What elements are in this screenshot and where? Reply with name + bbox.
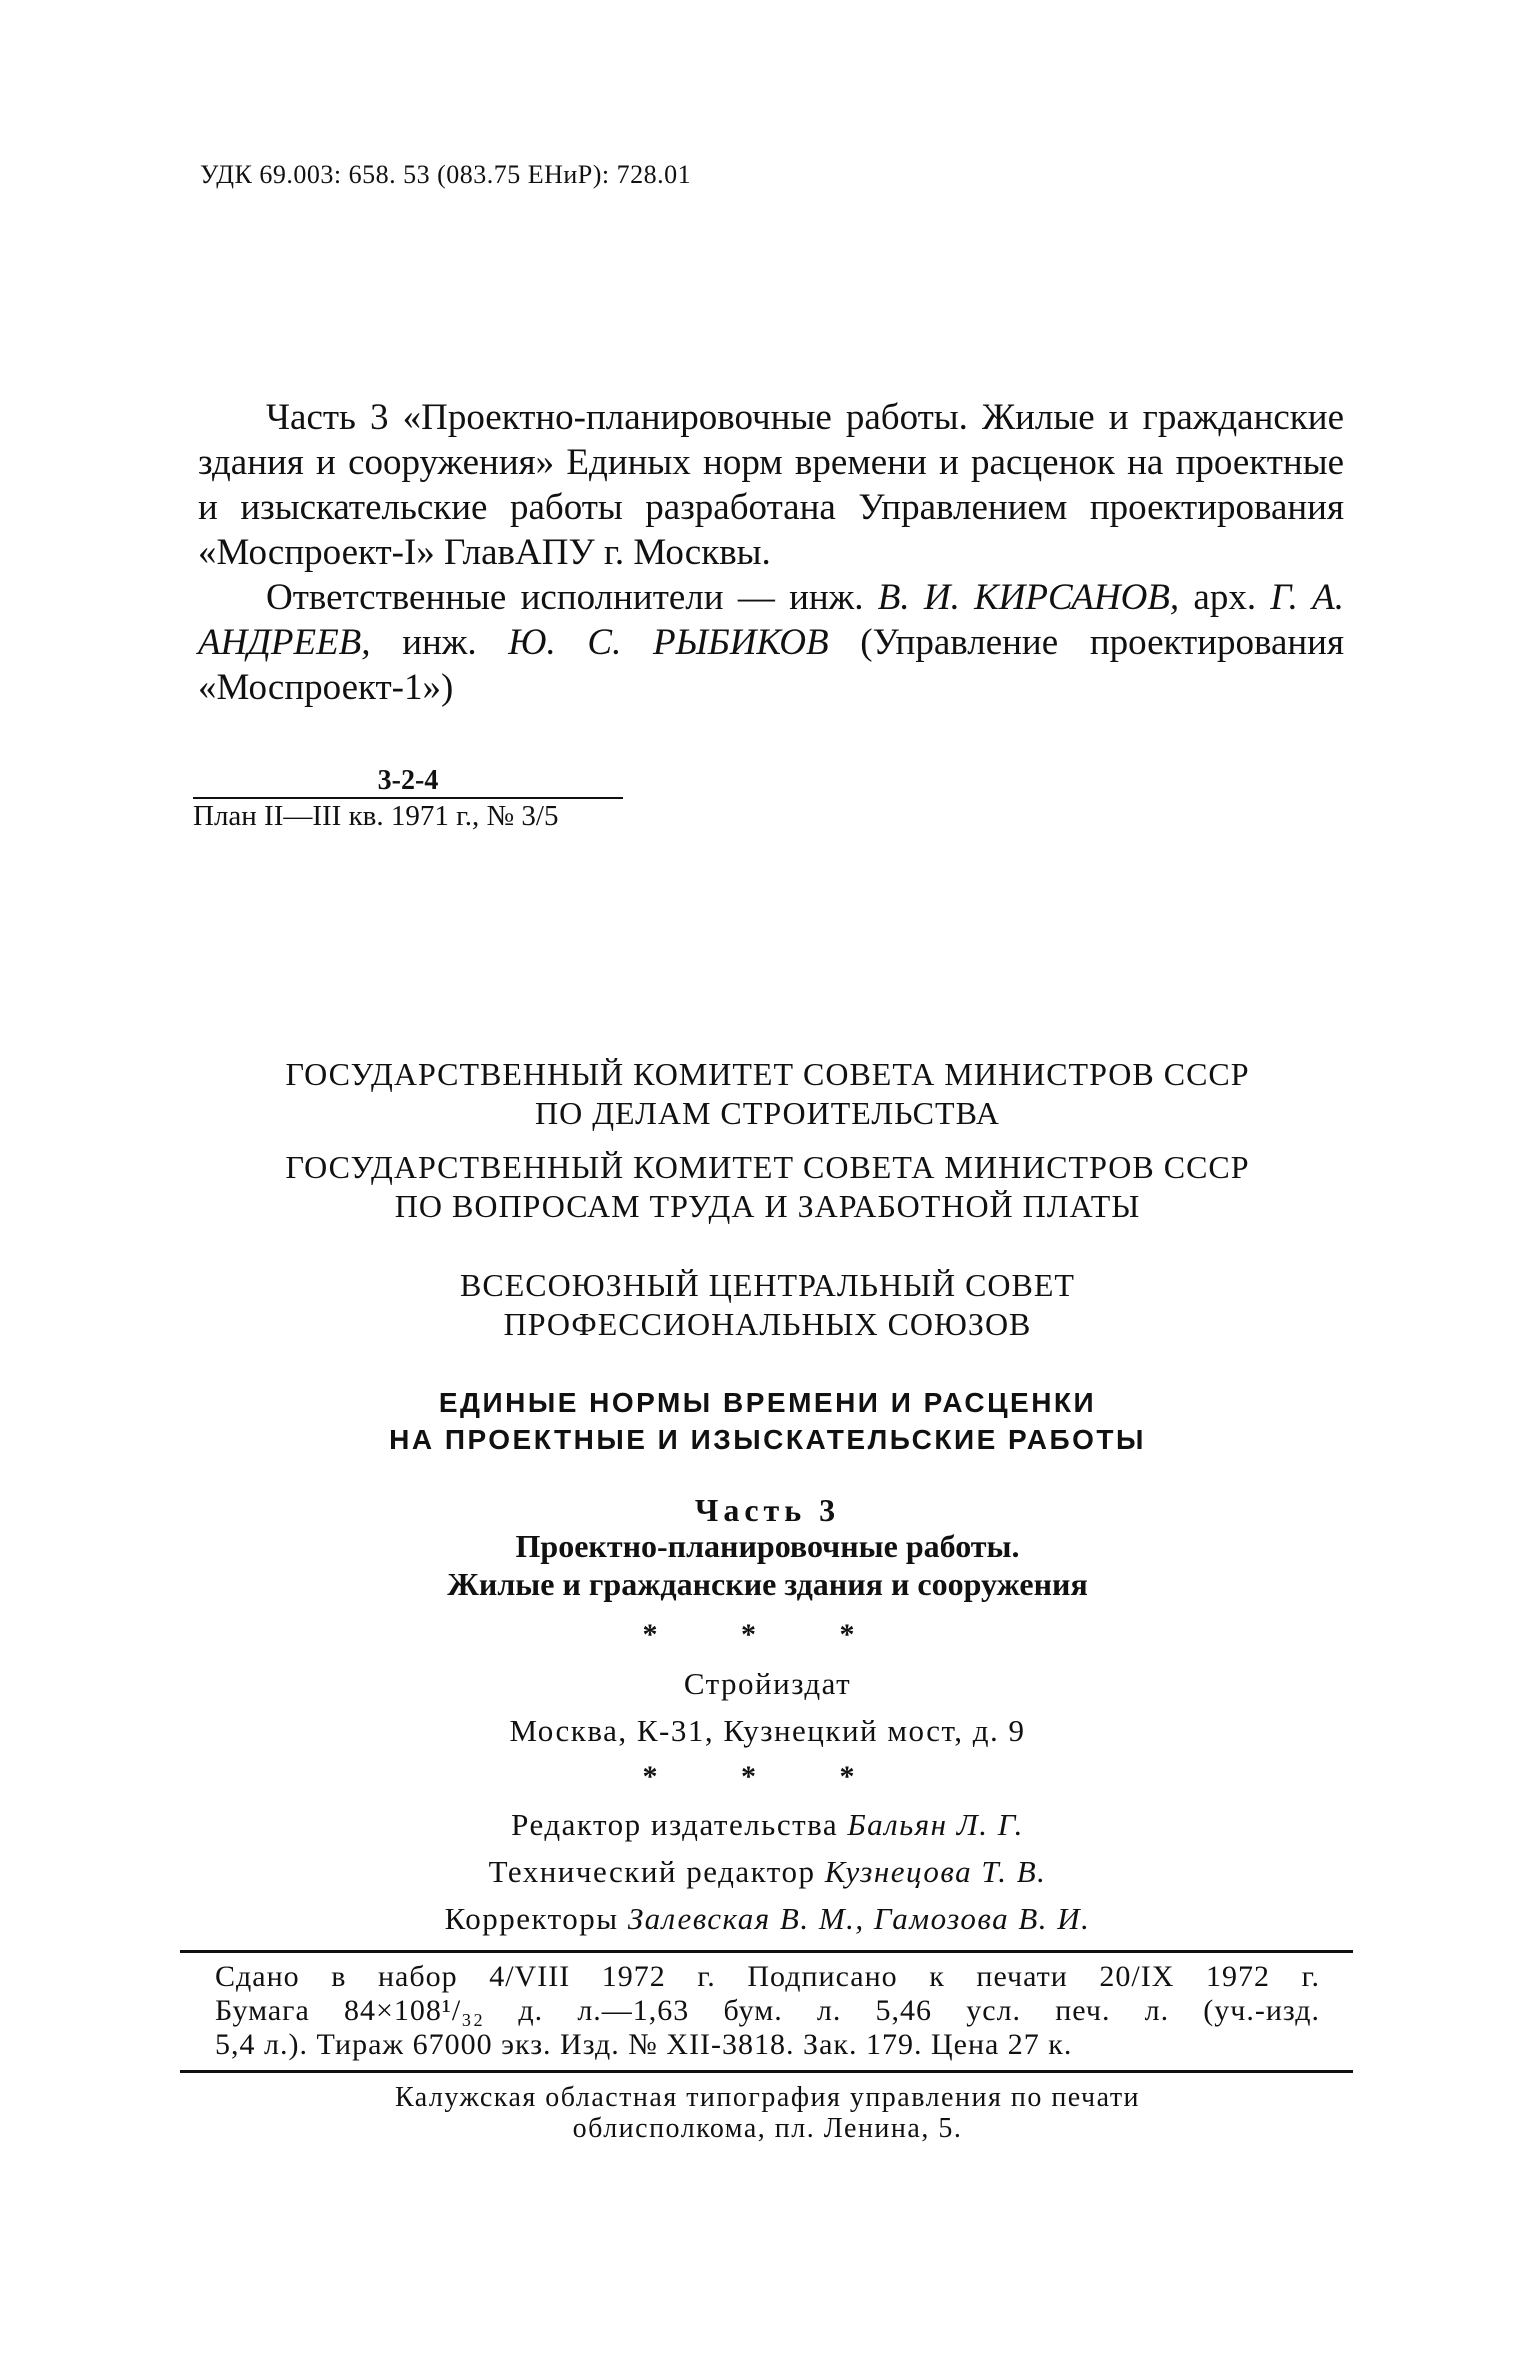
- credit-role: Корректоры: [444, 1901, 628, 1936]
- responsible-name-2: Г. А. АНДРЕЕВ,: [198, 577, 1345, 663]
- part-subtitle-line: Проектно-планировочные работы.: [515, 1528, 1020, 1564]
- imprint-line: 5,4 л.). Тираж 67000 экз. Изд. № XII-3818. Зак. 179. Цена 27 к.: [215, 2028, 1073, 2061]
- intro-text: [198, 395, 1344, 710]
- credit-name: Бальян Л. Г.: [847, 1807, 1024, 1842]
- imprint-block: [215, 1960, 1320, 2062]
- org-line: ВСЕСОЮЗНЫЙ ЦЕНТРАЛЬНЫЙ СОВЕТ: [460, 1267, 1075, 1303]
- plan-code: 3-2-4: [377, 765, 439, 796]
- imprint-line: Бумага 84×108¹/₃₂ д. л.—1,63 бум. л. 5,46 усл. печ. л. (уч.-изд.: [215, 1994, 1320, 2027]
- org-line: ГОСУДАРСТВЕННЫЙ КОМИТЕТ СОВЕТА МИНИСТРОВ СССР: [285, 1149, 1250, 1185]
- responsible-mid-1: арх.: [1179, 577, 1271, 618]
- plan-divider: [193, 797, 623, 799]
- document-title: [190, 1384, 1345, 1458]
- org-committee-labor: [190, 1148, 1345, 1226]
- intro-paragraph: Часть 3 «Проектно-планировочные работы. Жилые и гражданские здания и сооружения» Единых норм времени и расценок на проектные и изыскательские работы разработана Управлением проектирования «Моспроект-I» ГлавАПУ г. Москвы.: [198, 397, 1344, 573]
- plan-text: План II—III кв. 1971 г., № 3/5: [193, 800, 559, 832]
- responsible-mid-2: инж.: [370, 622, 509, 663]
- responsible-tail: (Управление проектирования «Моспроект-1»): [198, 622, 1344, 708]
- title-line: НА ПРОЕКТНЫЕ И ИЗЫСКАТЕЛЬСКИЕ РАБОТЫ: [389, 1424, 1146, 1455]
- responsible-name-3: Ю. С. РЫБИКОВ: [508, 622, 829, 663]
- printer-info: [190, 2082, 1345, 2144]
- credit-role: Редактор издательства: [511, 1807, 848, 1842]
- credit-editor: [190, 1807, 1345, 1843]
- publisher-address: Москва, К-31, Кузнецкий мост, д. 9: [509, 1713, 1026, 1748]
- org-committee-construction: [190, 1055, 1345, 1133]
- publisher-name: Стройиздат: [683, 1666, 852, 1701]
- responsible-lead: Ответственные исполнители — инж.: [266, 577, 878, 618]
- udk-code: УДК 69.003: 658. 53 (083.75 ЕНиР): 728.01: [200, 160, 692, 189]
- org-line: ПРОФЕССИОНАЛЬНЫХ СОЮЗОВ: [503, 1306, 1032, 1342]
- credit-proofreaders: [190, 1901, 1345, 1937]
- responsible-name-1: В. И. КИРСАНОВ,: [877, 577, 1180, 618]
- imprint-top-rule: [180, 1950, 1353, 1953]
- org-line: ГОСУДАРСТВЕННЫЙ КОМИТЕТ СОВЕТА МИНИСТРОВ СССР: [285, 1056, 1250, 1092]
- credit-tech-editor: [190, 1854, 1345, 1890]
- printer-line: облисполкома, пл. Ленина, 5.: [572, 2113, 963, 2144]
- separator-stars: * * *: [642, 1618, 893, 1651]
- org-trade-unions: [190, 1266, 1345, 1344]
- org-line: ПО ВОПРОСАМ ТРУДА И ЗАРАБОТНОЙ ПЛАТЫ: [394, 1188, 1141, 1224]
- credit-name: Кузнецова Т. В.: [824, 1854, 1047, 1889]
- credit-name: Залевская В. М., Гамозова В. И.: [627, 1901, 1091, 1936]
- separator-stars: * * *: [642, 1760, 893, 1793]
- part-label: Часть 3: [694, 1492, 841, 1528]
- imprint-bottom-rule: [180, 2070, 1353, 2073]
- credit-role: Технический редактор: [488, 1854, 825, 1889]
- printer-line: Калужская областная типография управления по печати: [394, 2082, 1141, 2113]
- part-subtitle-line: Жилые и гражданские здания и сооружения: [447, 1566, 1088, 1602]
- title-line: ЕДИНЫЕ НОРМЫ ВРЕМЕНИ И РАСЦЕНКИ: [438, 1387, 1097, 1418]
- responsible-paragraph: [198, 575, 1344, 710]
- org-line: ПО ДЕЛАМ СТРОИТЕЛЬСТВА: [534, 1095, 1000, 1131]
- imprint-line: Сдано в набор 4/VIII 1972 г. Подписано к печати 20/IX 1972 г.: [215, 1960, 1320, 1993]
- part-subtitle: [190, 1527, 1345, 1603]
